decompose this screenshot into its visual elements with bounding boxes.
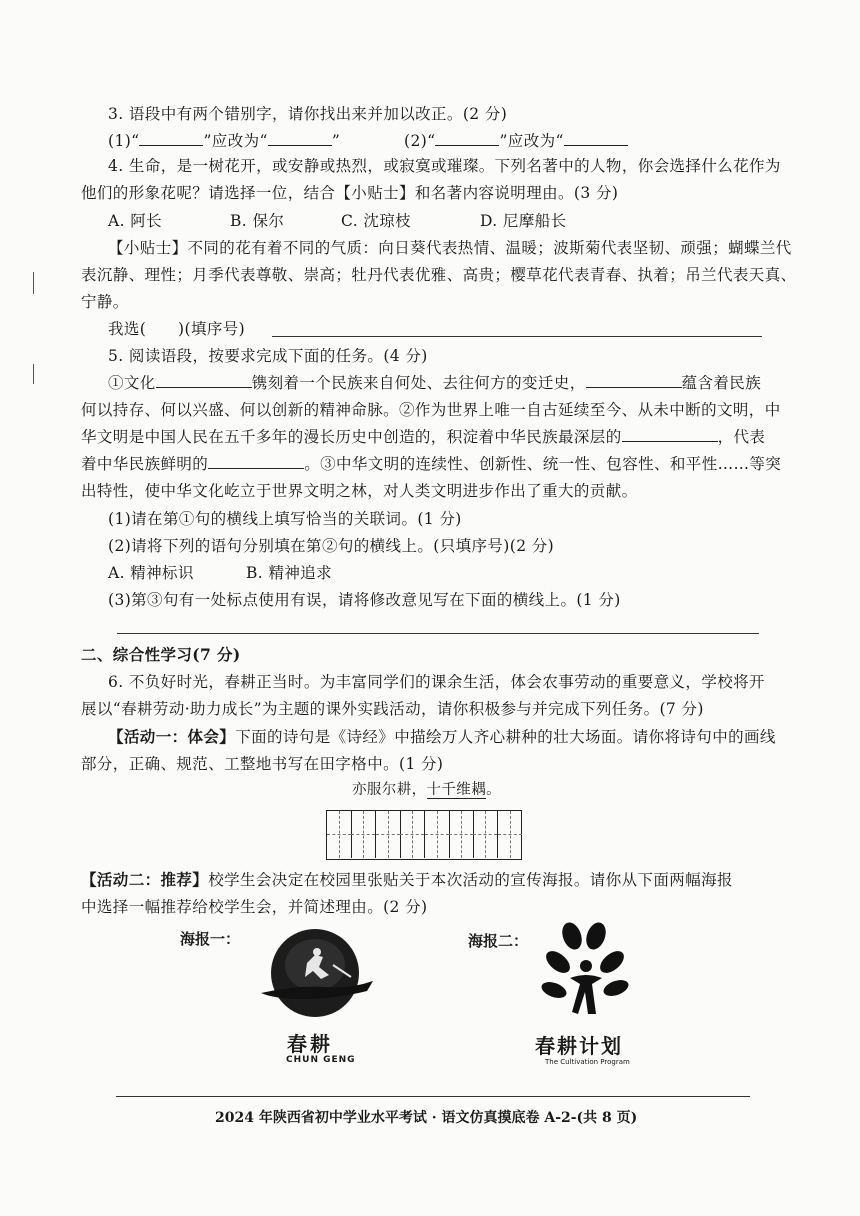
q4-option-b: B. 保尔 (230, 212, 285, 230)
q5-blank-3[interactable] (622, 427, 718, 442)
q6-stem: 展以“春耕劳动·助力成长”为主题的课外实践活动，请你积极参与并完成下列任务。(7 分) (81, 700, 704, 718)
q3-blank-2a[interactable] (435, 131, 499, 146)
q5-passage-line: 华文明是中国人民在五千多年的漫长历史中创造的，积淀着中华民族最深层的 ，代表 (81, 428, 766, 446)
q5-sub2: (2)请将下列的语句分别填在第②句的横线上。(只填序号)(2 分) (108, 537, 555, 555)
binding-mark (33, 364, 34, 384)
page-footer: 2024 年陕西省初中学业水平考试 · 语文仿真摸底卷 A-2-(共 8 页) (215, 1110, 638, 1126)
activity2-tag: 【活动二：推荐】 (81, 870, 209, 889)
q5-sub1: (1)请在第①句的横线上填写恰当的关联词。(1 分) (108, 510, 462, 528)
poem-underlined: 十千维耦 (426, 782, 487, 798)
q5-answer-line[interactable] (117, 633, 759, 634)
grid-cell[interactable] (425, 811, 450, 858)
q5-blank-1[interactable] (156, 373, 252, 388)
poster1-subtitle: CHUN GENG (286, 1055, 356, 1065)
q4-option-a: A. 阿长 (108, 212, 163, 230)
q5-stem: 5. 阅读语段，按要求完成下面的任务。(4 分) (108, 347, 428, 365)
poster1-image (255, 925, 375, 1025)
q5-blank-4[interactable] (208, 454, 304, 469)
grid-cell[interactable] (473, 811, 498, 858)
q5-sub3: (3)第③句有一处标点使用有误，请将修改意见写在下面的横线上。(1 分) (108, 591, 621, 609)
q3-blank-2b[interactable] (564, 131, 628, 146)
activity1: 部分，正确、规范、工整地书写在田字格中。(1 分) (81, 755, 444, 773)
footer-rule (116, 1096, 750, 1097)
binding-mark (33, 272, 34, 294)
q3-blank-1a[interactable] (139, 131, 203, 146)
grid-cell[interactable] (351, 811, 376, 858)
grid-cell[interactable] (449, 811, 474, 858)
poster1-title: 春耕 (287, 1032, 333, 1056)
q5-blank-2[interactable] (586, 373, 682, 388)
tianzige-grid[interactable] (326, 810, 522, 860)
q5-passage-line: 出特性，使中华文化屹立于世界文明之林，对人类文明进步作出了重大的贡献。 (81, 482, 638, 500)
q4-stem: 他们的形象花呢？请选择一位，结合【小贴士】和名著内容说明理由。(3 分) (81, 184, 619, 202)
q4-choice: 我选( )(填序号) (108, 320, 246, 338)
q4-tip: 表沉静、理性；月季代表尊敬、崇高；牡丹代表优雅、高贵；樱草花代表青春、执着；吊兰代表天真、 (81, 266, 797, 284)
q4-tip: 宁静。 (81, 293, 129, 311)
section-heading: 二、综合性学习(7 分) (81, 645, 241, 664)
poster2-title: 春耕计划 (535, 1034, 623, 1058)
q5-passage-line: 着中华民族鲜明的 。③中华文明的连续性、创新性、统一性、包容性、和平性……等突 (81, 455, 782, 473)
grid-cell[interactable] (400, 811, 425, 858)
grid-cell[interactable] (376, 811, 401, 858)
poster2-label: 海报二： (468, 932, 529, 950)
poem-line: 亦服尔耕，十千维耦。 (352, 782, 502, 798)
q5-sub2-option-a: A. 精神标识 (108, 564, 194, 582)
grid-cell[interactable] (498, 811, 522, 858)
q3-stem: 3. 语段中有两个错别字，请你找出来并加以改正。(2 分) (108, 105, 508, 123)
grid-cell[interactable] (327, 811, 352, 858)
q5-passage-line: ①文化 镌刻着一个民族来自何处、去往何方的变迁史， 蕴含着民族 (108, 374, 762, 392)
poster1-label: 海报一： (180, 930, 241, 948)
q5-sub2-option-b: B. 精神追求 (246, 564, 333, 582)
q5-passage-line: 何以持存、何以兴盛、何以创新的精神命脉。②作为世界上唯一自古延续至今、从未中断的文明，中 (81, 401, 781, 419)
q4-option-c: C. 沈琼枝 (341, 212, 412, 230)
q4-stem: 4. 生命，是一树花开，或安静或热烈，或寂寞或璀璨。下列名著中的人物，你会选择什么花作为 (108, 157, 781, 175)
q4-tip: 【小贴士】不同的花有着不同的气质：向日葵代表热情、温暖；波斯菊代表坚韧、顽强；蝴蝶兰代 (108, 239, 792, 257)
activity1-tag: 【活动一：体会】 (108, 727, 236, 746)
q3-answer-line-2: (2)“ ”应改为“ (404, 131, 628, 151)
activity2: 中选择一幅推荐给校学生会，并简述理由。(2 分) (81, 898, 428, 916)
q3-answer-line: (1)“ ”应改为“ ” (108, 132, 341, 150)
activity2: 【活动二：推荐】校学生会决定在校园里张贴关于本次活动的宣传海报。请你从下面两幅海报 (81, 870, 733, 889)
poster2-image (540, 922, 630, 1022)
q6-stem: 6. 不负好时光，春耕正当时。为丰富同学们的课余生活，体会农事劳动的重要意义，学校将开 (108, 673, 765, 691)
q4-option-d: D. 尼摩船长 (480, 212, 567, 230)
q4-answer-line[interactable] (272, 336, 762, 337)
q3-blank-1b[interactable] (268, 131, 332, 146)
activity1: 【活动一：体会】下面的诗句是《诗经》中描绘万人齐心耕种的壮大场面。请你将诗句中的画线 (108, 727, 776, 746)
poster2-subtitle: The Cultivation Program (545, 1058, 630, 1066)
